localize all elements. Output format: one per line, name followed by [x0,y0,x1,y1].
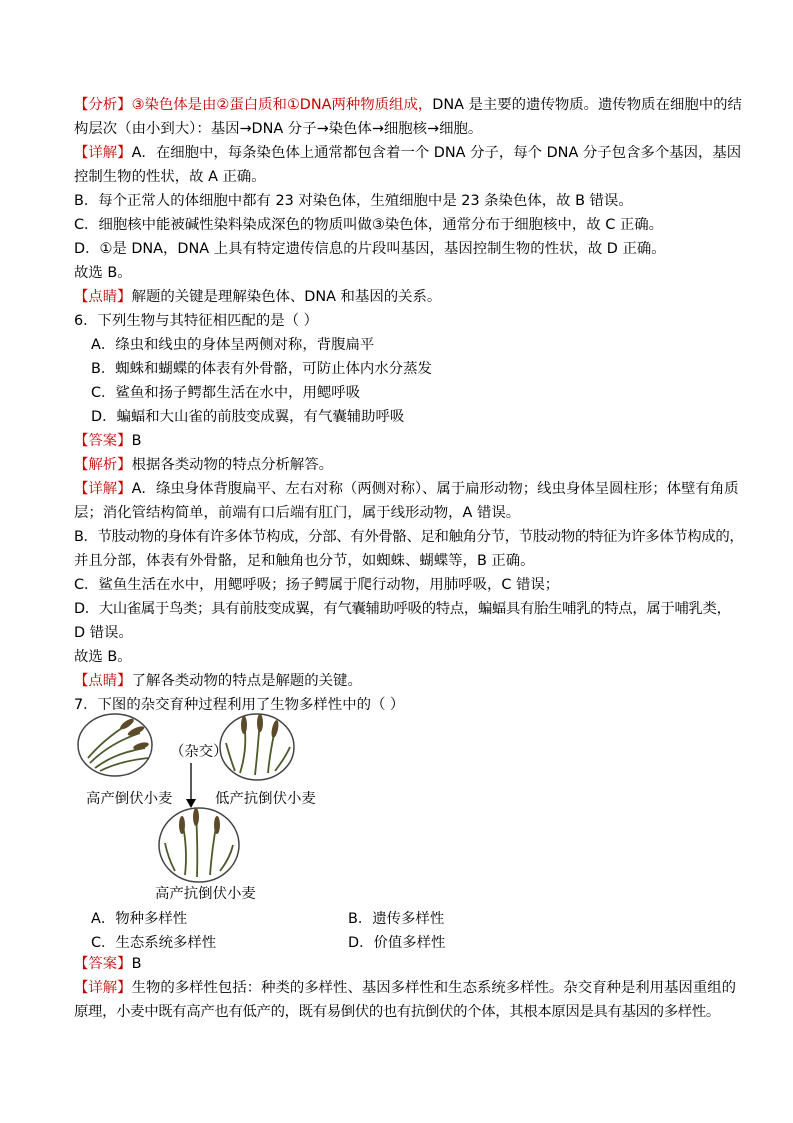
q7-option-a: A．物种多样性 [91,911,188,927]
detail-text: 生物的多样性包括：种类的多样性、基因多样性和生态系统多样性。杂交育种是利用基因重组的 [131,980,736,996]
q7-stem: 7．下图的杂交育种过程利用了生物多样性中的（ ） [74,697,405,713]
q7-option-b: B．遗传多样性 [348,911,445,927]
q6-detail-line-4: 并且分部，体表有外骨骼，足和触角也分节，如蜘蛛、蝴蝶等，B 正确。 [74,553,535,569]
left-wheat-label: 高产倒伏小麦 [86,791,173,807]
wheat-plant-right-icon [220,714,294,780]
analysis-text: 根据各类动物的特点分析解答。 [131,457,334,473]
cross-label: （杂交） [170,744,228,760]
analysis-line-2: 构层次（由小到大）：基因→DNA 分子→染色体→细胞核→细胞。 [74,121,483,137]
detail-text: A．在细胞中，每条染色体上通常都包含着一个 DNA 分子，每个 DNA 分子包含多个基因，基因 [131,145,742,161]
comment-tag: 【点睛】 [74,673,132,689]
cross-arrow-icon [186,763,196,808]
q6-comment-line [74,672,734,691]
answer-value: B [131,433,142,449]
answer-value: B [131,956,142,972]
q6-option-c: C．鲨鱼和扬子鳄都生活在水中，用鳃呼吸 [91,385,361,401]
analysis-red-text: ③染色体是由②蛋白质和①DNA两种物质组成， [131,97,433,113]
q6-answer-line [74,432,734,451]
detail-line-4: C．细胞核中能被碱性染料染成深色的物质叫做③染色体，通常分布于细胞核中，故 C 正确。 [74,217,663,233]
analysis-line-1 [74,96,742,115]
q7-option-d: D．价值多样性 [348,935,446,951]
q6-detail-line-3: B．节肢动物的身体有许多体节构成，分部、有外骨骼、足和触角分节，节肢动物的特征为许多体节构成的， [74,529,744,545]
q7-detail-line-2: 原理，小麦中既有高产也有低产的，既有易倒伏的也有抗倒伏的个体，其根本原因是具有基因的多样性。 [74,1004,720,1020]
q6-final-line: 故选 B。 [74,649,132,665]
comment-text: 了解各类动物的特点是解题的关键。 [131,673,362,689]
detail-line-2: 控制生物的性状，故 A 正确。 [74,169,266,185]
q6-detail-line-2: 层；消化管结构简单，前端有口后端有肛门，属于线形动物，A 错误。 [74,505,521,521]
q6-detail-line-7: D 错误。 [74,625,133,641]
answer-tag: 【答案】 [74,433,132,449]
comment-line [74,288,734,307]
answer-line: 故选 B。 [74,265,132,281]
wheat-plant-left-icon [78,714,152,776]
q6-detail-line-5: C．鲨鱼生活在水中，用鳃呼吸；扬子鳄属于爬行动物，用肺呼吸，C 错误； [74,577,560,593]
q7-option-c: C．生态系统多样性 [91,935,217,951]
detail-tag: 【详解】 [74,481,132,497]
q6-detail-line-6: D．大山雀属于鸟类；具有前肢变成翼，有气囊辅助呼吸的特点，蝙蝠具有胎生哺乳的特点，属于哺乳类， [74,601,731,617]
q6-option-b: B．蜘蛛和蝴蝶的体表有外骨骼，可防止体内水分蒸发 [91,361,432,377]
wheat-plant-result-icon [159,808,239,882]
right-wheat-label: 低产抗倒伏小麦 [215,791,316,807]
q7-detail-line-1 [74,979,734,998]
q6-option-d: D．蝙蝠和大山雀的前肢变成翼，有气囊辅助呼吸 [91,409,405,425]
comment-text: 解题的关键是理解染色体、DNA 和基因的关系。 [131,289,442,305]
answer-tag: 【答案】 [74,956,132,972]
detail-text: A．绦虫身体背腹扁平、左右对称（两侧对称）、属于扁形动物；线虫身体呈圆柱形；体壁有角质 [131,481,739,497]
result-wheat-label: 高产抗倒伏小麦 [155,886,256,902]
analysis-tag: 【解析】 [74,457,132,473]
analysis-tag: 【分析】 [74,97,132,113]
detail-line-3: B．每个正常人的体细胞中都有 23 对染色体，生殖细胞中是 23 条染色体，故 B 错误。 [74,193,633,209]
detail-tag: 【详解】 [74,145,132,161]
q6-option-a: A．绦虫和线虫的身体呈两侧对称，背腹扁平 [91,337,375,353]
q6-detail-line-1 [74,480,739,499]
detail-tag: 【详解】 [74,980,132,996]
q6-stem: 6．下列生物与其特征相匹配的是（ ） [74,313,318,329]
q6-analysis-line [74,456,734,475]
analysis-text: DNA 是主要的遗传物质。遗传物质在细胞中的结 [432,97,742,113]
detail-line-1 [74,144,742,163]
detail-line-5: D．①是 DNA，DNA 上具有特定遗传信息的片段叫基因，基因控制生物的性状，故 D 正确。 [74,241,666,257]
q7-answer-line [74,955,734,974]
hybrid-breeding-figure [70,713,370,913]
comment-tag: 【点睛】 [74,289,132,305]
